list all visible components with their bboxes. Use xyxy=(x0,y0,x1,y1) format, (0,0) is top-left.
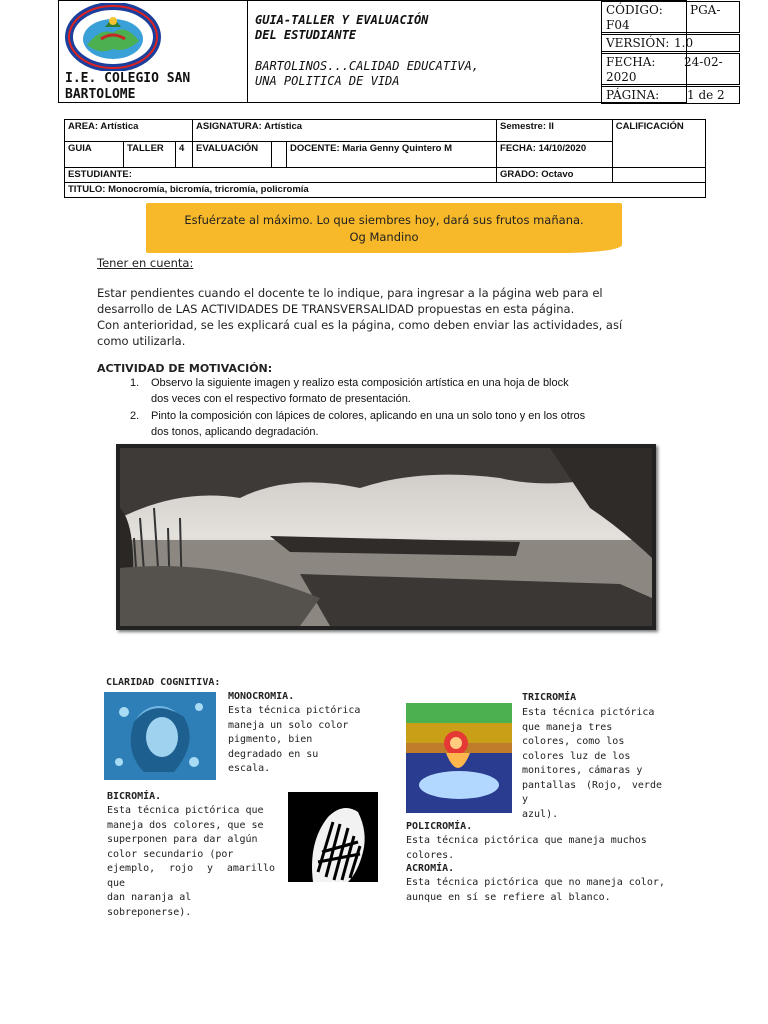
monocromia-text: Esta técnica pictórica maneja un solo color pigmento, bien degradado en su escala. xyxy=(228,705,361,774)
guia-cell: GUIA xyxy=(65,142,124,168)
quote-text: Esfuérzate al máximo. Lo que siembres hoy, dará sus frutos mañana. xyxy=(184,213,584,227)
header-title-cell xyxy=(247,1,602,102)
header-meta-cell xyxy=(601,1,725,102)
bicromia-text: Esta técnica pictórica que maneja dos colores, que se superponen para dar algún color secundario (por ejemplo, rojo y amarillo que dan naranja al sobreponerse). xyxy=(107,805,275,918)
asignatura-cell: ASIGNATURA: Artística xyxy=(193,120,497,142)
evaluacion-blank-cell xyxy=(272,142,287,168)
note-heading: Tener en cuenta: xyxy=(97,256,194,270)
area-cell: AREA: Artística xyxy=(65,120,193,142)
taller-num-cell: 4 xyxy=(176,142,193,168)
school-logo xyxy=(65,3,161,71)
estudiante-cell[interactable]: ESTUDIANTE: xyxy=(65,168,497,183)
motivational-quote xyxy=(146,203,622,253)
lake-boat-photo xyxy=(116,444,656,630)
acromia-text: Esta técnica pictórica que no maneja color, aunque en sí se refiere al blanco. xyxy=(406,877,665,903)
claridad-heading: CLARIDAD COGNITIVA: xyxy=(106,677,221,688)
header-logo-cell xyxy=(59,1,248,102)
document-header xyxy=(58,0,725,103)
activity-item-1-num: 1. xyxy=(130,377,140,389)
document-title: GUIA-TALLER Y EVALUACIÓN DEL ESTUDIANTE xyxy=(255,13,429,42)
titulo-cell: TITULO: Monocromía, bicromía, tricromía, policromía xyxy=(65,183,706,198)
school-name: I.E. COLEGIO SAN BARTOLOME xyxy=(65,71,191,102)
activity-item-1: Observo la siguiente imagen y realizo esta composición artística en una hoja de block dos veces con el respectivo formato de presentación. xyxy=(151,377,569,405)
tricromia-text: Esta técnica pictórica que maneja tres colores, como los colores luz de los monitores, cámaras y pantallas (Rojo, verde y azul). xyxy=(522,707,662,820)
note-body: Estar pendientes cuando el docente te lo indique, para ingresar a la página web para el desarrollo de LAS ACTIVIDADES DE TRANSVERSALIDAD propuestas en esta página. Con anterioridad, se les explicará cual es la página, como deben enviar las actividades, así como utilizarla. xyxy=(97,286,623,348)
grado-cell: GRADO: Octavo xyxy=(497,168,613,183)
tricromia-image xyxy=(406,703,512,813)
semestre-cell: Semestre: II xyxy=(497,120,613,142)
monocromia-title: MONOCROMIA. xyxy=(228,691,295,702)
calificacion-cell: CALIFICACIÓN xyxy=(612,120,705,168)
fecha-cell: FECHA: 24-02- 2020 xyxy=(601,53,740,85)
activity-item-2: Pinto la composición con lápices de colores, aplicando en una un solo tono y en los otros dos tonos, aplicando degradación. xyxy=(151,410,586,438)
fecha-info-cell: FECHA: 14/10/2020 xyxy=(497,142,613,168)
bicromia-title: BICROMÍA. xyxy=(107,791,162,802)
school-motto: BARTOLINOS...CALIDAD EDUCATIVA, UNA POLITICA DE VIDA xyxy=(255,59,479,88)
activity-item-2-num: 2. xyxy=(130,410,140,422)
quote-author: Og Mandino xyxy=(349,230,419,244)
codigo-cell: CÓDIGO: PGA- F04 xyxy=(601,1,740,33)
policromia-text: Esta técnica pictórica que maneja muchos colores. xyxy=(406,835,647,861)
pagina-cell: PÁGINA: 1 de 2 xyxy=(601,86,740,104)
lake-scene-image xyxy=(120,448,652,626)
activity-heading: ACTIVIDAD DE MOTIVACIÓN: xyxy=(97,362,273,375)
bicromia-zebra-image xyxy=(288,792,378,882)
taller-cell: TALLER xyxy=(124,142,176,168)
info-table xyxy=(64,119,706,198)
acromia-title: ACROMÍA. xyxy=(406,863,455,874)
policromia-title: POLICROMÍA. xyxy=(406,821,473,832)
monocromia-image xyxy=(104,692,216,780)
tricromia-title: TRICROMÍA xyxy=(522,692,577,703)
version-cell: VERSIÓN: 1.0 xyxy=(601,34,740,52)
grado-blank-cell xyxy=(612,168,705,183)
docente-cell: DOCENTE: Maria Genny Quintero M xyxy=(287,142,497,168)
evaluacion-cell: EVALUACIÓN xyxy=(193,142,272,168)
